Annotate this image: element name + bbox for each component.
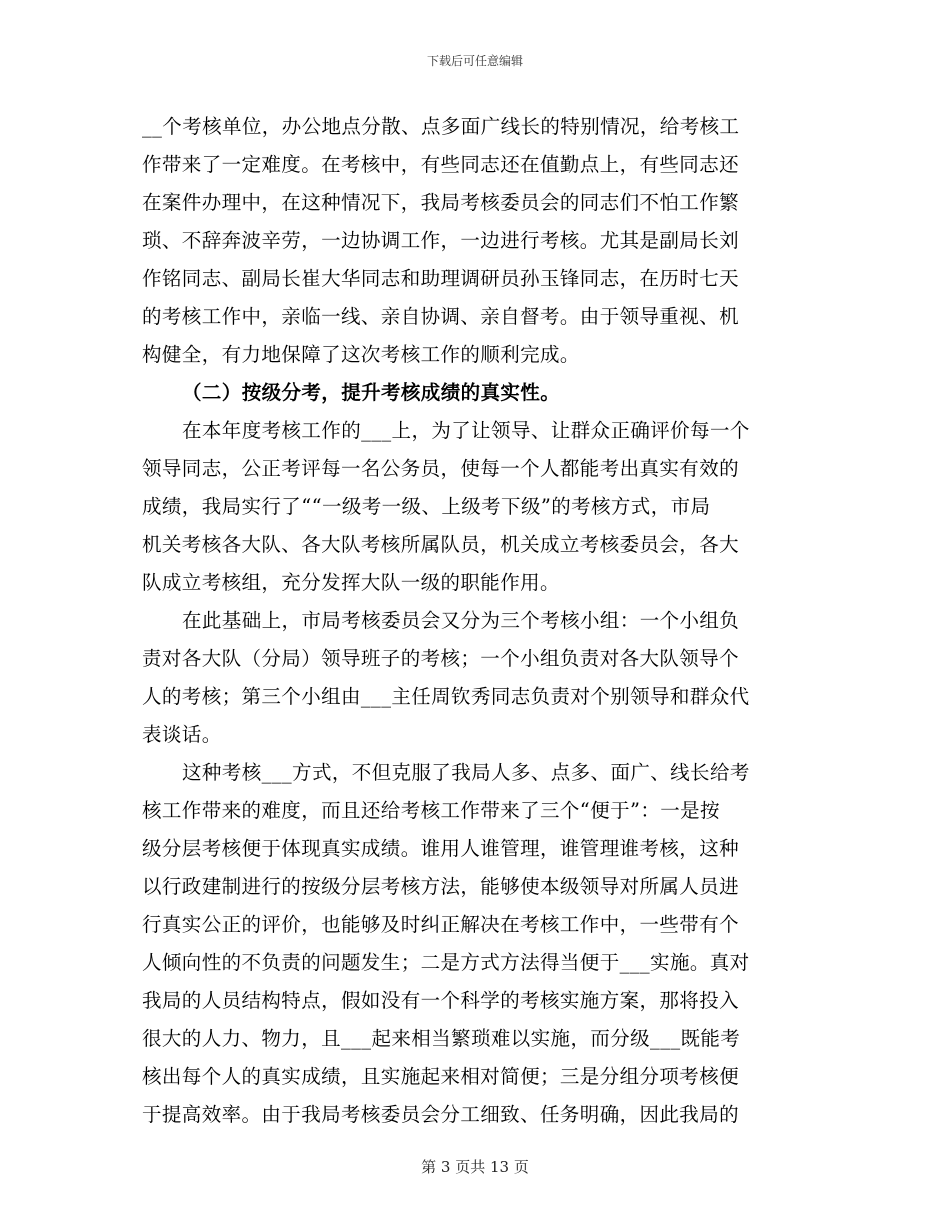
paragraph-continued: [142, 108, 810, 374]
text-line: 领导同志，公正考评每一名公务员，使每一个人都能考出真实有效的: [142, 457, 740, 480]
text-line: 琐、不辞奔波辛劳，一边协调工作，一边进行考核。尤其是副局长刘: [142, 229, 740, 252]
heading-line: （二）按级分考，提升考核成绩的真实性。: [182, 381, 561, 404]
text-line: 在此基础上，市局考核委员会又分为三个考核小组：一个小组负: [182, 609, 740, 632]
text-line: 于提高效率。由于我局考核委员会分工细致、任务明确，因此我局的: [142, 1103, 740, 1126]
paragraph: [142, 412, 810, 602]
document-body: [142, 108, 810, 1134]
paragraph: [142, 754, 810, 1134]
text-line: 人倾向性的不负责的问题发生；二是方式方法得当便于___实施。真对: [142, 951, 750, 974]
text-line: __个考核单位，办公地点分散、点多面广线长的特别情况，给考核工: [142, 115, 740, 138]
text-line: 的考核工作中，亲临一线、亲自协调、亲自督考。由于领导重视、机: [142, 305, 740, 328]
paragraph: [142, 602, 810, 754]
page-header: 下载后可任意编辑: [426, 54, 523, 68]
text-line: 构健全，有力地保障了这次考核工作的顺利完成。: [142, 343, 580, 366]
page-footer: 第 3 页共 13 页: [421, 1158, 529, 1176]
text-line: 机关考核各大队、各大队考核所属队员，机关成立考核委员会，各大: [142, 533, 740, 556]
text-line: 队成立考核组，充分发挥大队一级的职能作用。: [142, 571, 560, 594]
text-line: 在案件办理中，在这种情况下，我局考核委员会的同志们不怕工作繁: [142, 191, 740, 214]
text-line: 核出每个人的真实成绩，且实施起来相对简便；三是分组分项考核便: [142, 1065, 740, 1088]
text-line: 级分层考核便于体现真实成绩。谁用人谁管理，谁管理谁考核，这种: [142, 837, 740, 860]
text-line: 成绩，我局实行了““一级考一级、上级考下级”的考核方式，市局: [142, 495, 711, 518]
text-line: 很大的人力、物力，且___起来相当繁琐难以实施，而分级___既能考: [142, 1027, 741, 1050]
text-line: 责对各大队（分局）领导班子的考核；一个小组负责对各大队领导个: [142, 647, 740, 670]
text-line: 以行政建制进行的按级分层考核方法，能够使本级领导对所属人员进: [142, 875, 740, 898]
text-line: 核工作带来的难度，而且还给考核工作带来了三个“便于”：一是按: [142, 799, 720, 822]
text-line: 作带来了一定难度。在考核中，有些同志还在值勤点上，有些同志还: [142, 153, 740, 176]
text-line: 在本年度考核工作的___上，为了让领导、让群众正确评价每一个: [182, 419, 750, 442]
text-line: 这种考核___方式，不但克服了我局人多、点多、面广、线长给考: [182, 761, 750, 784]
text-line: 行真实公正的评价，也能够及时纠正解决在考核工作中，一些带有个: [142, 913, 740, 936]
text-line: 我局的人员结构特点，假如没有一个科学的考核实施方案，那将投入: [142, 989, 740, 1012]
text-line: 人的考核；第三个小组由___主任周钦秀同志负责对个别领导和群众代: [142, 685, 750, 708]
text-line: 作铭同志、副局长崔大华同志和助理调研员孙玉锋同志，在历时七天: [142, 267, 740, 290]
text-line: 表谈话。: [142, 723, 222, 746]
section-heading: [142, 374, 810, 412]
